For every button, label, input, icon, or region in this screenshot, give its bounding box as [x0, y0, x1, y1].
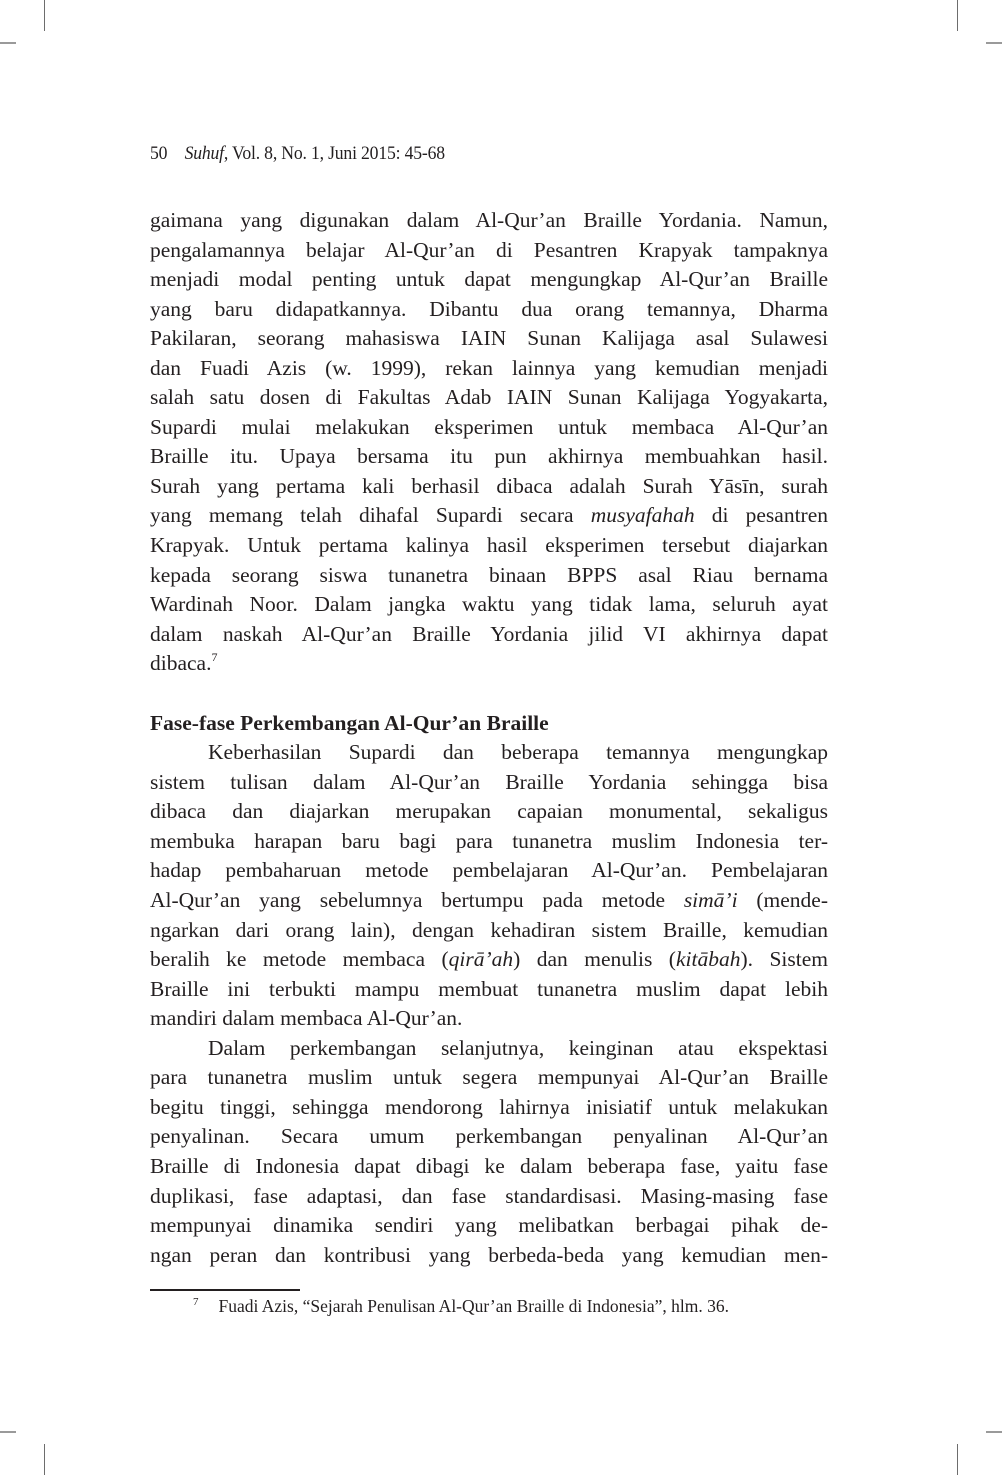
text-line: dalam naskah Al-Qur’an Braille Yordania jilid VI akhirnya dapat: [150, 621, 828, 646]
section-heading: Fase-fase Perkembangan Al-Qur’an Braille: [150, 710, 549, 735]
text-line: penyalinan. Secara umum perkembangan penyalinan Al-Qur’an: [150, 1124, 828, 1149]
text-line: [150, 501, 828, 531]
text-line: Krapyak. Untuk pertama kalinya hasil eksperimen tersebut diajarkan: [150, 533, 828, 558]
text-line: Braille ini terbukti mampu membuat tunanetra muslim dapat lebih: [150, 976, 828, 1001]
crop-mark-bottom-left: [44, 1444, 45, 1475]
text-line: Braille di Indonesia dapat dibagi ke dalam beberapa fase, yaitu fase: [150, 1153, 828, 1178]
text-line: begitu tinggi, sehingga mendorong lahirnya inisiatif untuk melakukan: [150, 1094, 828, 1119]
text-run: Al-Qur’an yang sebelumnya bertumpu pada metode: [150, 888, 684, 913]
italic-term: simā’i: [683, 888, 738, 913]
text-run: (mende-: [737, 888, 828, 913]
page-number: 50: [150, 143, 168, 164]
paragraph-3: [150, 1034, 828, 1270]
text-line: Braille itu. Upaya bersama itu pun akhirnya membuahkan hasil.: [150, 444, 828, 469]
crop-mark-top-right-h: [986, 42, 1002, 44]
footnote: [193, 1296, 729, 1317]
text-line: Keberhasilan Supardi dan beberapa temannya mengungkap: [208, 740, 828, 765]
text-line: para tunanetra muslim untuk segera mempunyai Al-Qur’an Braille: [150, 1065, 828, 1090]
journal-citation: , Vol. 8, No. 1, Juni 2015: 45-68: [223, 143, 445, 164]
crop-mark-top-left: [44, 0, 45, 31]
text-line: Supardi mulai melakukan eksperimen untuk membaca Al-Qur’an: [150, 414, 828, 439]
text-line: ngan peran dan kontribusi yang berbeda-beda yang kemudian men-: [150, 1242, 828, 1267]
text-run: beralih ke metode membaca (: [150, 947, 449, 972]
text-line: dibaca dan diajarkan merupakan capaian monumental, sekaligus: [150, 799, 828, 824]
text-line: sistem tulisan dalam Al-Qur’an Braille Yordania sehingga bisa: [150, 769, 828, 794]
italic-term: qirā’ah: [448, 947, 514, 972]
crop-mark-top-right: [957, 0, 958, 31]
text-line: kepada seorang siswa tunanetra binaan BPPS asal Riau bernama: [150, 562, 828, 587]
running-head: [150, 143, 445, 165]
crop-mark-top-left-h: [0, 42, 16, 44]
text-line: Pakilaran, seorang mahasiswa IAIN Sunan Kalijaga asal Sulawesi: [150, 326, 828, 351]
text-run: yang memang telah dihafal Supardi secara: [150, 503, 591, 528]
crop-mark-bottom-right-h: [986, 1431, 1002, 1433]
text-line: yang baru didapatkannya. Dibantu dua orang temannya, Dharma: [150, 296, 828, 321]
journal-title: Suhuf: [184, 143, 224, 164]
text-line: dan Fuadi Azis (w. 1999), rekan lainnya yang kemudian menjadi: [150, 355, 828, 380]
footnote-rule: [150, 1289, 300, 1291]
paragraph-2: [150, 738, 828, 1033]
text-run: ). Sistem: [740, 947, 828, 972]
text-line: ngarkan dari orang lain), dengan kehadiran sistem Braille, kemudian: [150, 917, 828, 942]
text-run: di pesantren: [694, 503, 828, 528]
text-line: mempunyai dinamika sendiri yang melibatkan berbagai pihak de-: [150, 1213, 828, 1238]
text-line: mandiri dalam membaca Al-Qur’an.: [150, 1006, 463, 1031]
text-line: [150, 945, 828, 975]
italic-term: kitābah: [675, 947, 741, 972]
paragraph-1: [150, 206, 828, 679]
italic-term: musyafahah: [590, 503, 695, 528]
text-line: [150, 649, 828, 679]
text-line: Dalam perkembangan selanjutnya, keinginan atau ekspektasi: [208, 1035, 828, 1060]
text-run: ) dan menulis (: [513, 947, 676, 972]
footnote-reference[interactable]: 7: [211, 650, 218, 665]
footnote-number: 7: [193, 1296, 199, 1308]
text-line: hadap pembaharuan metode pembelajaran Al-Qur’an. Pembelajaran: [150, 858, 828, 883]
crop-mark-bottom-right: [957, 1444, 958, 1475]
text-line: duplikasi, fase adaptasi, dan fase standardisasi. Masing-masing fase: [150, 1183, 828, 1208]
text-line: gaimana yang digunakan dalam Al-Qur’an Braille Yordania. Namun,: [150, 208, 828, 232]
text-line: menjadi modal penting untuk dapat mengungkap Al-Qur’an Braille: [150, 267, 828, 292]
text-run: dibaca.: [150, 651, 212, 676]
text-line: [150, 886, 828, 916]
text-line: salah satu dosen di Fakultas Adab IAIN Sunan Kalijaga Yogyakarta,: [150, 385, 828, 410]
text-line: Surah yang pertama kali berhasil dibaca adalah Surah Yāsīn, surah: [150, 473, 828, 498]
footnote-text: Fuadi Azis, “Sejarah Penulisan Al-Qur’an Braille di Indonesia”, hlm. 36.: [218, 1296, 729, 1316]
crop-mark-bottom-left-h: [0, 1431, 16, 1433]
main-text: [150, 206, 828, 1270]
text-line: membuka harapan baru bagi para tunanetra muslim Indonesia ter-: [150, 828, 828, 853]
text-line: Wardinah Noor. Dalam jangka waktu yang tidak lama, seluruh ayat: [150, 592, 828, 617]
text-line: pengalamannya belajar Al-Qur’an di Pesantren Krapyak tampaknya: [150, 237, 828, 262]
